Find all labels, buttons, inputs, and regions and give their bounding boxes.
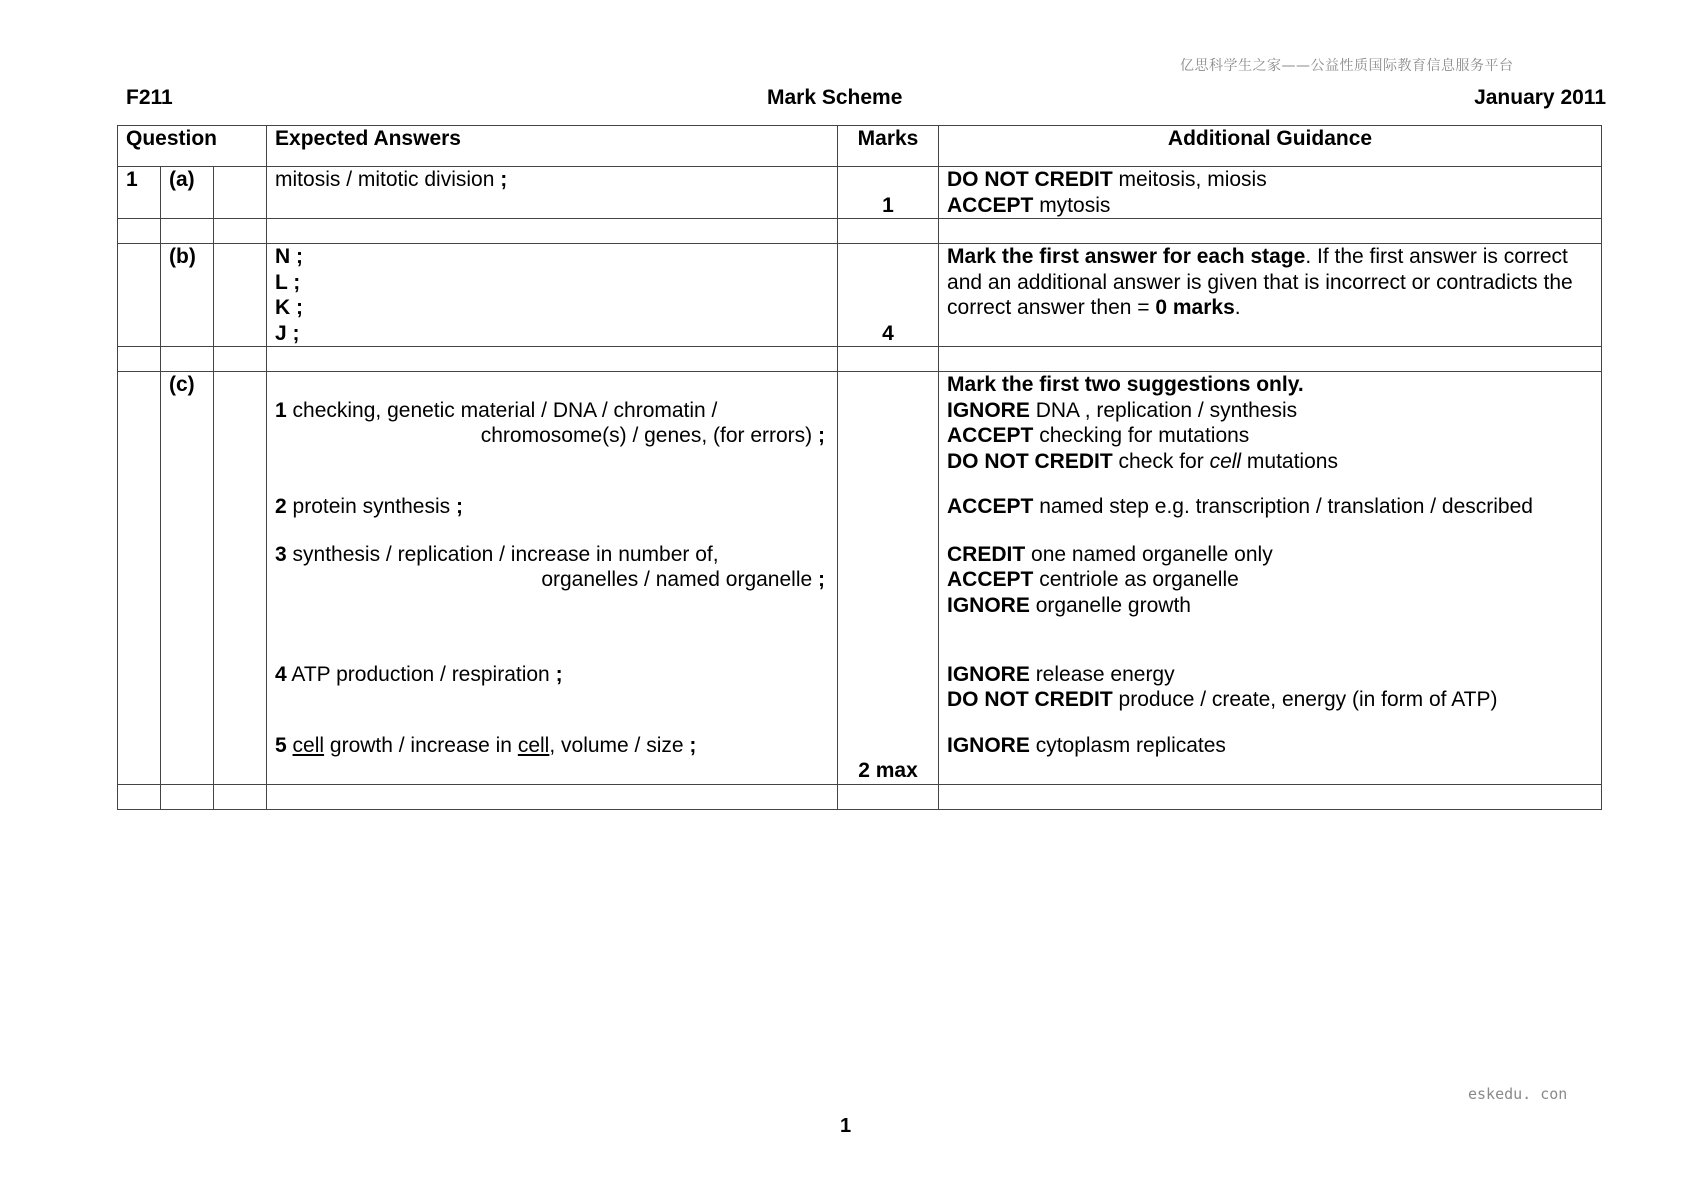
mark-scheme-table xyxy=(117,125,1602,810)
answer-item: K ; xyxy=(275,296,304,319)
marking-point-4: 4 ATP production / respiration ; xyxy=(275,662,563,686)
guidance-1b xyxy=(939,244,1602,347)
marking-point-3: 3 synthesis / replication / increase in number of, xyxy=(275,542,719,566)
question-number xyxy=(118,372,161,785)
question-subpart xyxy=(214,167,267,219)
page-title: Mark Scheme xyxy=(767,86,903,109)
marks-1b: 4 xyxy=(838,244,939,347)
marking-point-2: 2 protein synthesis ; xyxy=(275,495,463,518)
marking-point-5: 5 cell growth / increase in cell, volume / size ; xyxy=(275,733,697,757)
header-question: Question xyxy=(118,126,267,167)
watermark-bottom: eskedu. con xyxy=(1468,1085,1568,1103)
guidance-heading: Mark the first two suggestions only. xyxy=(947,373,1304,396)
table-row-1c xyxy=(118,372,1602,785)
question-number: 1 xyxy=(118,167,161,219)
marking-point-3-cont: organelles / named organelle ; xyxy=(541,568,826,591)
answer-item: N ; xyxy=(275,245,304,268)
answer-item: J ; xyxy=(275,321,300,345)
question-part-c: (c) xyxy=(161,372,214,785)
answer-item: L ; xyxy=(275,270,301,294)
guidance-text: . If the first answer is correct and an additional answer is given that is incorrect or contradicts the correct answer then = xyxy=(947,245,1573,319)
table-header-row xyxy=(118,126,1602,167)
page-number: 1 xyxy=(840,1115,852,1137)
answer-text: mitosis / mitotic division xyxy=(275,168,495,191)
guidance-text: mytosis xyxy=(1033,193,1111,217)
marking-point-1-cont: chromosome(s) / genes, (for errors) ; xyxy=(480,424,826,447)
question-part-a: (a) xyxy=(161,167,214,219)
table-spacer-row xyxy=(118,219,1602,244)
answer-1b xyxy=(267,244,838,347)
header-additional-guidance: Additional Guidance xyxy=(939,126,1602,167)
table-row-1b xyxy=(118,244,1602,347)
marking-point-semicolon: ; xyxy=(500,168,508,191)
watermark-top: 亿思科学生之家——公益性质国际教育信息服务平台 xyxy=(1180,58,1514,74)
guidance-keyword: DO NOT CREDIT xyxy=(947,168,1113,191)
question-part-b: (b) xyxy=(161,244,214,347)
answer-1c xyxy=(267,372,838,785)
table-spacer-row xyxy=(118,347,1602,372)
question-number xyxy=(118,244,161,347)
exam-session: January 2011 xyxy=(1474,86,1606,109)
guidance-keyword: ACCEPT xyxy=(947,193,1034,217)
table-spacer-row xyxy=(118,784,1602,809)
header-expected-answers: Expected Answers xyxy=(267,126,838,167)
question-subpart xyxy=(214,372,267,785)
guidance-1a xyxy=(939,167,1602,219)
marking-point-1: 1 checking, genetic material / DNA / chromatin / xyxy=(275,398,718,422)
guidance-1c: Mark the first two suggestions only. IGNORE DNA , replication / synthesis ACCEPT checking for mutations DO NOT CREDIT check for cell mutations ACCEPT named step e.g. transcription / translation / described CREDIT one named organelle only ACCEPT centriole as organelle IGNORE organelle growth IGNORE release energy DO NOT CREDIT produce / create, energy (in form of ATP) IGNORE cytoplasm replicates xyxy=(939,372,1602,785)
header-marks: Marks xyxy=(838,126,939,167)
guidance-text: meitosis, miosis xyxy=(1112,168,1267,191)
marks-1a: 1 xyxy=(838,167,939,219)
answer-1a xyxy=(267,167,838,219)
table-row-1a xyxy=(118,167,1602,219)
paper-code: F211 xyxy=(126,86,173,109)
guidance-keyword: Mark the first answer for each stage xyxy=(947,245,1306,268)
marks-1c: 2 max xyxy=(838,372,939,785)
guidance-keyword: 0 marks xyxy=(1155,296,1235,319)
question-subpart xyxy=(214,244,267,347)
guidance-text: . xyxy=(1234,296,1241,319)
